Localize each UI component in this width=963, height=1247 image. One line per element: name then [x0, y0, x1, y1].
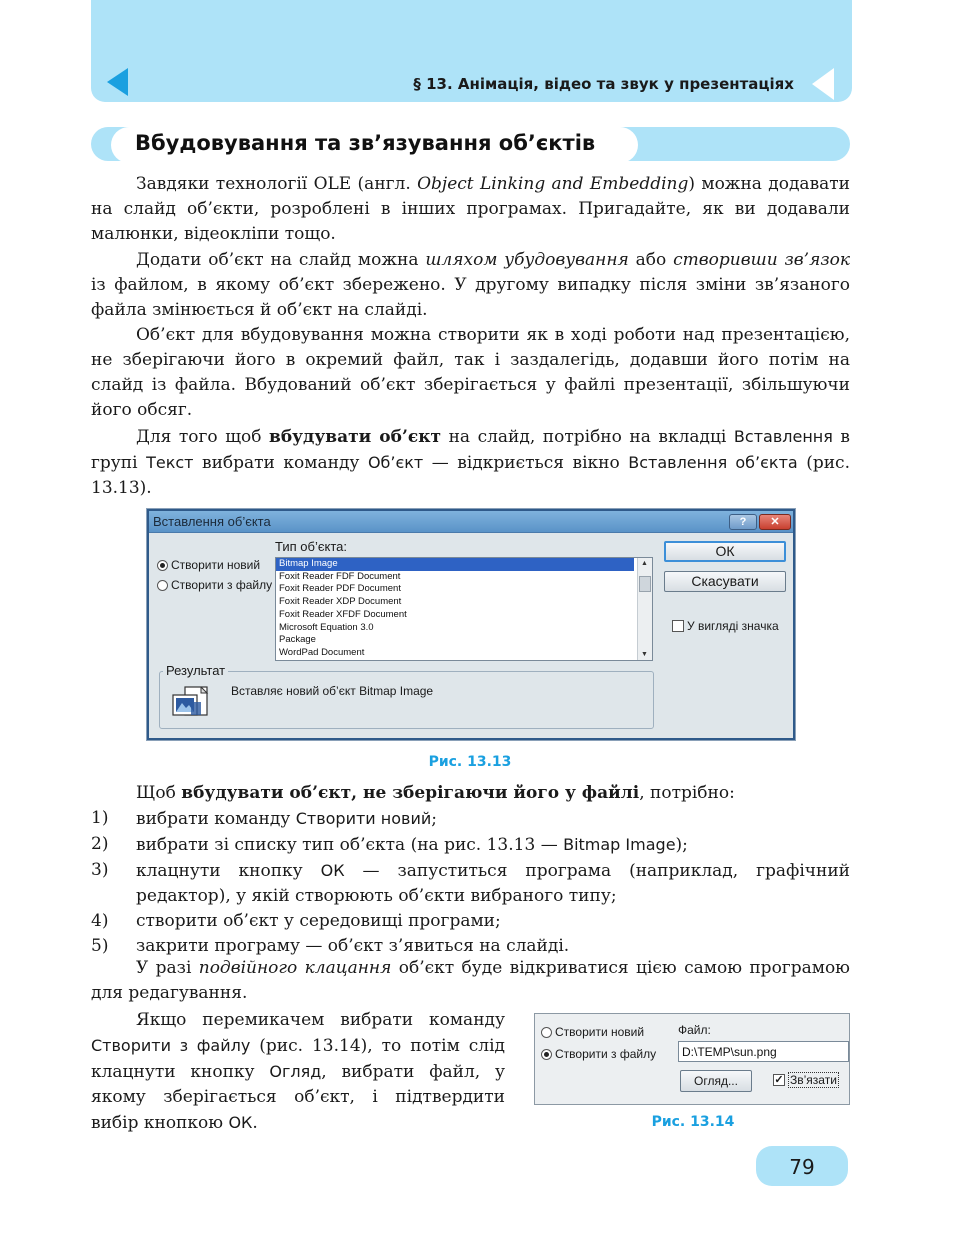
running-head: § 13. Анімація, відео та звук у презентаціях — [413, 75, 794, 93]
step-text: вибрати команду Створити новий; — [136, 809, 437, 829]
page-number: 79 — [789, 1155, 815, 1179]
scroll-thumb[interactable] — [639, 576, 651, 592]
result-group — [159, 671, 654, 729]
bitmap-object-icon — [171, 685, 213, 721]
create-from-file-panel — [534, 1013, 850, 1105]
scroll-down-icon[interactable]: ▼ — [641, 651, 648, 658]
cancel-button[interactable]: Скасувати — [664, 571, 786, 592]
step-number: 5) — [91, 936, 109, 956]
link-checkbox[interactable] — [773, 1072, 839, 1088]
step-text: закрити програму — об’єкт з’явиться на слайді. — [136, 936, 570, 956]
browse-button[interactable]: Огляд... — [680, 1070, 752, 1092]
radio-create-from-file[interactable] — [157, 578, 272, 592]
help-button[interactable]: ? — [729, 514, 757, 530]
list-item[interactable]: WordPad Document — [279, 646, 365, 658]
list-item[interactable]: Foxit Reader FDF Document — [279, 570, 401, 582]
step-text: створити об’єкт у середовищі програми; — [136, 911, 501, 931]
paragraph-double-click: У разі подвійного клацання об’єкт буде відкриватися цією самою програмою для редагування. — [91, 958, 850, 1003]
object-type-label: Тип об’єкта: — [275, 539, 347, 554]
result-group-label: Результат — [163, 663, 228, 678]
step-number: 3) — [91, 860, 109, 880]
ok-button[interactable]: ОК — [664, 541, 786, 562]
step-number: 4) — [91, 911, 109, 931]
radio-create-new[interactable] — [157, 558, 260, 572]
list-item[interactable]: Package — [279, 634, 316, 646]
close-button[interactable]: ✕ — [759, 514, 791, 530]
radio-unselected-icon — [541, 1027, 552, 1038]
figure-caption-13-14: Рис. 13.14 — [651, 1114, 735, 1130]
list-item-bitmap-image[interactable]: Bitmap Image — [276, 558, 634, 571]
radio-create-from-file-label: Створити з файлу — [171, 578, 273, 592]
radio-selected-icon — [157, 560, 168, 571]
insert-object-dialog — [147, 509, 795, 740]
paragraph-insert-object: Для того щоб вбудувати об’єкт на слайд, потрібно на вкладці Вставлення в групі Текст вибрати команду Об’єкт — відкриється вікно Вставлення об’єкта (рис. 13.13). — [91, 427, 850, 498]
figure-caption-13-13: Рис. 13.13 — [428, 754, 512, 770]
paragraph-embedded-object: Об’єкт для вбудовування можна створити як в ході роботи над презентацією, не зберігаючи його в окремий файл, так і заздалегідь, додавши його потім на слайд із файла. Вбудований об’єкт зберігається у файлі презентації, збільшуючи його обсяг. — [91, 325, 850, 420]
list-scrollbar[interactable] — [637, 558, 652, 660]
link-checkbox-label: Зв’язати — [790, 1073, 837, 1087]
dialog-title: Вставлення об’єкта — [153, 514, 271, 529]
list-item — [91, 858, 850, 909]
radio-create-from-file-label: Створити з файлу — [555, 1047, 657, 1061]
radio-create-new-label: Створити новий — [171, 558, 261, 572]
radio-create-new-label: Створити новий — [555, 1025, 645, 1039]
list-item — [91, 806, 850, 832]
list-item — [91, 832, 850, 858]
radio-create-new[interactable] — [541, 1025, 644, 1039]
file-label: Файл: — [678, 1023, 711, 1037]
list-item — [91, 909, 850, 934]
step-number: 2) — [91, 834, 109, 854]
file-path-input[interactable] — [678, 1041, 849, 1062]
scroll-up-icon[interactable]: ▲ — [641, 560, 648, 567]
paragraph-embed-or-link: Додати об’єкт на слайд можна шляхом убудовування або створивши зв’язок із файлом, в якому об’єкт збережено. У другому випадку після зміни зв’язаного файла змінюється й об’єкт на слайді. — [91, 250, 851, 320]
step-text: вибрати зі списку тип об’єкта (на рис. 13.13 — Bitmap Image); — [136, 835, 688, 855]
display-as-icon-checkbox[interactable] — [672, 619, 779, 633]
steps-list — [91, 806, 850, 959]
checkbox-checked-icon: ✓ — [774, 1074, 784, 1086]
list-item[interactable]: Foxit Reader PDF Document — [279, 583, 401, 595]
list-item[interactable]: Foxit Reader XFDF Document — [279, 608, 407, 620]
next-page-arrow-icon[interactable] — [812, 68, 834, 100]
radio-unselected-icon — [157, 580, 168, 591]
section-title: Вбудовування та зв’язування об’єктів — [135, 131, 596, 155]
display-as-icon-label: У вигляді значка — [687, 619, 779, 633]
step-text: клацнути кнопку ОК — запуститься програма (наприклад, графічний редактор), у якій створюють об’єкти вибраного типу; — [136, 861, 850, 906]
step-number: 1) — [91, 808, 109, 828]
radio-selected-icon — [541, 1049, 552, 1060]
paragraph-embed-steps-intro: Щоб вбудувати об’єкт, не зберігаючи його у файлі, потрібно: — [136, 783, 735, 803]
list-item[interactable]: Microsoft Equation 3.0 — [279, 621, 374, 633]
object-type-list[interactable] — [275, 557, 653, 661]
prev-page-arrow-icon[interactable] — [107, 68, 128, 96]
paragraph-ole: Завдяки технології OLE (англ. Object Linking and Embedding) можна додавати на слайд об’єкти, розроблені в інших програмах. Пригадайте, як ви додавали малюнки, відеокліпи тощо. — [91, 174, 851, 244]
list-item[interactable]: Foxit Reader XDP Document — [279, 596, 402, 608]
radio-create-from-file[interactable] — [541, 1047, 656, 1061]
paragraph-create-from-file: Якщо перемикачем вибрати команду Створити з файлу (рис. 13.14), то потім слід клацнути кнопку Огляд, вибрати файл, у якому зберігається об’єкт, і підтвердити вибір кнопкою ОК. — [91, 1010, 505, 1133]
result-description: Вставляє новий об’єкт Bitmap Image — [231, 684, 434, 698]
checkbox-unchecked-icon — [672, 620, 684, 632]
dialog-titlebar — [149, 511, 793, 533]
